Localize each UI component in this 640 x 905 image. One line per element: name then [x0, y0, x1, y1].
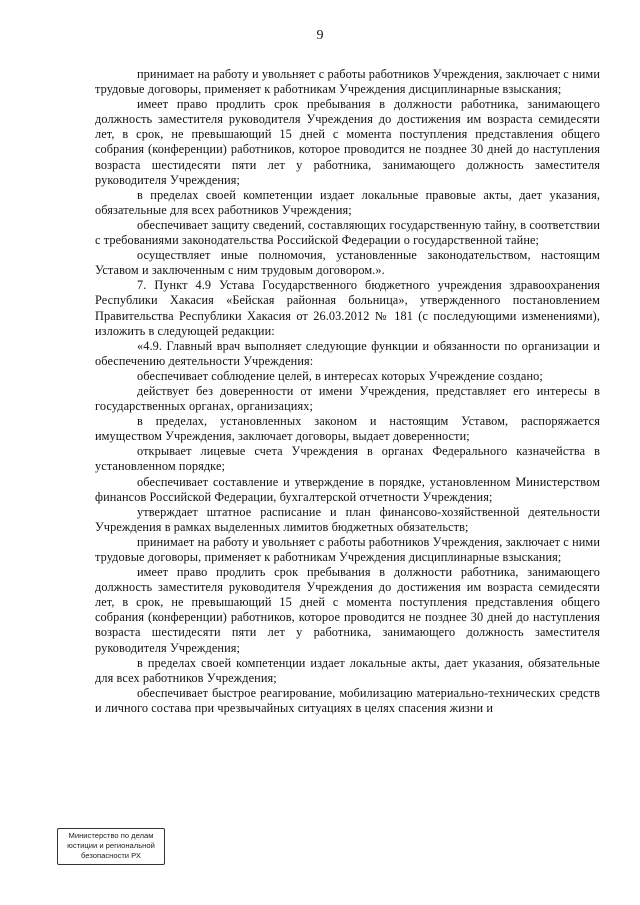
paragraph: имеет право продлить срок пребывания в должности работника, занимающего должность заместителя руководителя Учреждения до достижения им возраста семидесяти лет, в срок, не превышающий 15 дней с момента поступления представления общего собрания (конференции) работников, которое проводится не позднее 30 дней до наступления возраста шестидесяти пяти лет у работника, занимающего должность заместителя руководителя Учреждения; [95, 97, 600, 187]
paragraph: обеспечивает составление и утверждение в порядке, установленном Министерством финансов Российской Федерации, бухгалтерской отчетности Учреждения; [95, 474, 600, 504]
paragraph: обеспечивает быстрое реагирование, мобилизацию материально-технических средств и личного состава при чрезвычайных ситуациях в целях спасения жизни и [95, 685, 600, 715]
paragraph: в пределах, установленных законом и настоящим Уставом, распоряжается имуществом Учреждения, заключает договоры, выдает доверенности; [95, 414, 600, 444]
stamp-line: юстиции и региональной [67, 841, 155, 850]
paragraph: обеспечивает соблюдение целей, в интересах которых Учреждение создано; [137, 368, 543, 383]
paragraph: открывает лицевые счета Учреждения в органах Федерального казначейства в установленном порядке; [95, 444, 600, 474]
paragraph: принимает на работу и увольняет с работы работников Учреждения, заключает с ними трудовые договоры, применяет к работникам Учреждения дисциплинарные взыскания; [95, 67, 600, 97]
paragraph: в пределах своей компетенции издает локальные акты, дает указания, обязательные для всех работников Учреждения; [95, 655, 600, 685]
paragraph: в пределах своей компетенции издает локальные правовые акты, дает указания, обязательные для всех работников Учреждения; [95, 187, 600, 217]
page-number: 9 [316, 28, 324, 43]
paragraph: имеет право продлить срок пребывания в должности работника, занимающего должность заместителя руководителя Учреждения до достижения им возраста семидесяти лет, в срок, не превышающий 15 дней с момента поступления представления общего собрания (конференции) работников, которое проводится не позднее 30 дней до наступления возраста шестидесяти пяти лет у работника, занимающего должность заместителя руководителя Учреждения; [95, 565, 600, 655]
paragraph: действует без доверенности от имени Учреждения, представляет его интересы в государственных органах, организациях; [95, 383, 600, 414]
paragraph: обеспечивает защиту сведений, составляющих государственную тайну, в соответствии с требованиями законодательства Российской Федерации о государственной тайне; [95, 217, 601, 248]
paragraph: осуществляет иные полномочия, установленные законодательством, настоящим Уставом и заключенным с ним трудовым договором.». [95, 248, 600, 278]
document-body [95, 67, 600, 716]
ministry-stamp [57, 828, 165, 865]
paragraph: 7. Пункт 4.9 Устава Государственного бюджетного учреждения здравоохранения Республики Хакасия «Бейская районная больница», утвержденного постановлением Правительства Республики Хакасия от 26.03.2012 № 181 (с последующими изменениями), изложить в следующей редакции: [95, 278, 600, 338]
paragraph: «4.9. Главный врач выполняет следующие функции и обязанности по организации и обеспечению деятельности Учреждения: [95, 338, 600, 368]
stamp-line: безопасности РХ [81, 851, 141, 860]
paragraph: утверждает штатное расписание и план финансово-хозяйственной деятельности Учреждения в рамках выделенных лимитов бюджетных обязательств; [95, 504, 600, 534]
paragraph: принимает на работу и увольняет с работы работников Учреждения, заключает с ними трудовые договоры, применяет к работникам Учреждения дисциплинарные взыскания; [95, 534, 600, 564]
stamp-line: Министерство по делам [68, 831, 154, 840]
